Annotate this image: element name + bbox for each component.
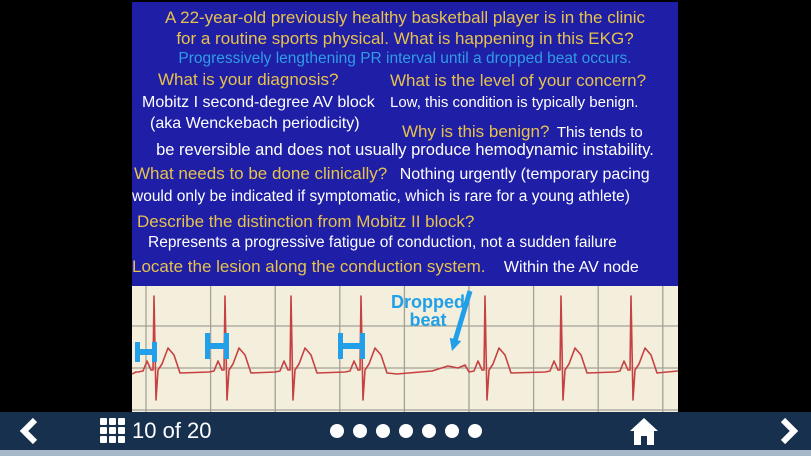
clinical-question: What needs to be done clinically? xyxy=(134,164,388,183)
distinction-answer: Represents a progressive fatigue of conduction, not a sudden failure xyxy=(148,234,617,251)
benign-question: Why is this benign? xyxy=(402,122,550,141)
lesion-line xyxy=(132,257,639,277)
page-dot-3[interactable] xyxy=(376,424,390,438)
dropped-beat-label-line2: beat xyxy=(409,310,447,330)
home-icon xyxy=(628,417,660,446)
concern-answer: Low, this condition is typically benign. xyxy=(390,94,639,111)
ekg-strip xyxy=(132,286,678,412)
case-question-line2: for a routine sports physical. What is happening in this EKG? xyxy=(176,29,634,48)
lesion-answer: Within the AV node xyxy=(503,259,639,276)
case-question-line1: A 22-year-old previously healthy basketball player is in the clinic xyxy=(164,8,646,27)
slide-grid-button[interactable] xyxy=(98,412,128,450)
page-indicator: 10 of 20 xyxy=(132,418,212,443)
bottom-navbar xyxy=(0,412,811,450)
diagnosis-answer-line1: Mobitz I second-degree AV block xyxy=(142,94,375,111)
page-dot-2[interactable] xyxy=(353,424,367,438)
page-dot-1[interactable] xyxy=(330,424,344,438)
benign-answer-line2: be reversible and does not usually produce hemodynamic instability. xyxy=(156,141,654,159)
home-button[interactable] xyxy=(626,412,662,450)
benign-line xyxy=(402,122,643,142)
clinical-line xyxy=(134,164,650,184)
clinical-answer-line2: would only be indicated if symptomatic, which is rare for a young athlete) xyxy=(132,188,630,205)
page-dot-5[interactable] xyxy=(422,424,436,438)
chevron-left-icon xyxy=(19,416,39,446)
distinction-question: Describe the distinction from Mobitz II block? xyxy=(137,212,475,231)
benign-answer-inline: This tends to xyxy=(556,124,643,141)
dropped-beat-label-line1: Dropped xyxy=(391,292,465,312)
lesion-question: Locate the lesion along the conduction system. xyxy=(132,257,486,276)
slide-card[interactable] xyxy=(132,2,678,412)
grid-icon xyxy=(100,418,126,444)
previous-slide-button[interactable] xyxy=(14,412,44,450)
next-slide-button[interactable] xyxy=(774,412,804,450)
page-dots-pager[interactable] xyxy=(330,412,482,450)
page-dot-7[interactable] xyxy=(468,424,482,438)
concern-question: What is the level of your concern? xyxy=(390,71,647,90)
page-dot-6[interactable] xyxy=(445,424,459,438)
diagnosis-question: What is your diagnosis? xyxy=(158,70,339,89)
footer-strip xyxy=(0,450,811,456)
clinical-answer-inline: Nothing urgently (temporary pacing xyxy=(399,166,650,183)
diagnosis-answer-line2: (aka Wenckebach periodicity) xyxy=(150,115,360,132)
chevron-right-icon xyxy=(779,416,799,446)
page-dot-4[interactable] xyxy=(399,424,413,438)
case-answer: Progressively lengthening PR interval until a dropped beat occurs. xyxy=(178,50,632,67)
